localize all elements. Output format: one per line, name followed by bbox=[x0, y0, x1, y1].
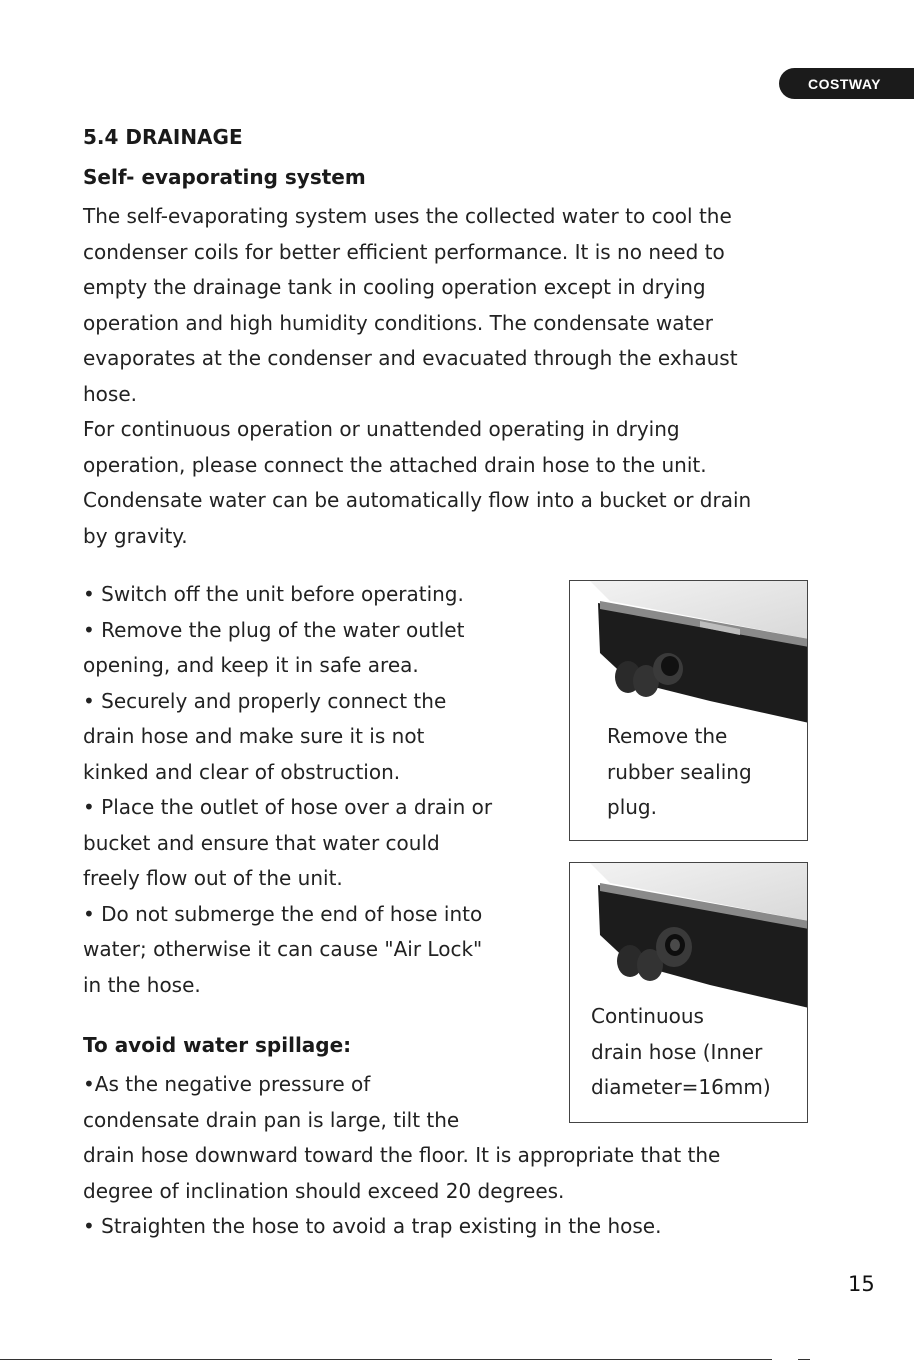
figure2-caption bbox=[591, 999, 771, 1106]
spill-line: •As the negative pressure of bbox=[83, 1072, 371, 1096]
caption-line: Remove the bbox=[607, 724, 728, 748]
footer-rule bbox=[0, 1359, 772, 1360]
caption-line: plug. bbox=[607, 795, 657, 819]
spill-line: condensate drain pan is large, tilt the bbox=[83, 1107, 460, 1132]
step-line: water; otherwise it can cause "Air Lock" bbox=[83, 937, 483, 961]
intro-line: by gravity. bbox=[83, 523, 188, 548]
intro-paragraph bbox=[83, 199, 751, 554]
intro-line: Condensate water can be automatically flow into a bucket or drain bbox=[83, 488, 752, 512]
spill-text-wide bbox=[83, 1138, 720, 1245]
steps-list bbox=[83, 577, 492, 1003]
step-line: • Switch off the unit before operating. bbox=[83, 582, 464, 606]
intro-line: For continuous operation or unattended operating in drying bbox=[83, 417, 680, 441]
intro-line: operation and high humidity conditions. The condensate water bbox=[83, 310, 713, 335]
figure-drain-hose bbox=[569, 862, 808, 1123]
step-line: opening, and keep it in safe area. bbox=[83, 653, 419, 677]
step-line: drain hose and make sure it is not bbox=[83, 724, 425, 748]
intro-line: operation, please connect the attached drain hose to the unit. bbox=[83, 452, 707, 477]
intro-line: evaporates at the condenser and evacuated through the exhaust bbox=[83, 346, 738, 370]
step-line: bucket and ensure that water could bbox=[83, 830, 440, 855]
caption-line: Continuous bbox=[591, 1004, 704, 1028]
spill-line: degree of inclination should exceed 20 degrees. bbox=[83, 1178, 565, 1203]
step-line: in the hose. bbox=[83, 972, 201, 997]
subtitle: Self- evaporating system bbox=[83, 165, 366, 189]
brand-logo: COSTWAY bbox=[779, 68, 914, 99]
intro-line: empty the drainage tank in cooling operation except in drying bbox=[83, 275, 706, 299]
intro-line: The self-evaporating system uses the collected water to cool the bbox=[83, 204, 732, 228]
intro-line: hose. bbox=[83, 381, 137, 406]
section-title: 5.4 DRAINAGE bbox=[83, 125, 243, 149]
spill-line: drain hose downward toward the floor. It is appropriate that the bbox=[83, 1143, 721, 1167]
page-number: 15 bbox=[848, 1272, 875, 1296]
caption-line: rubber sealing bbox=[607, 759, 752, 784]
figure1-caption bbox=[607, 719, 752, 826]
footer-rule-short bbox=[798, 1359, 810, 1360]
step-line: • Remove the plug of the water outlet bbox=[83, 617, 465, 642]
step-line: freely flow out of the unit. bbox=[83, 866, 343, 890]
spill-heading: To avoid water spillage: bbox=[83, 1033, 352, 1057]
intro-line: condenser coils for better efficient performance. It is no need to bbox=[83, 239, 725, 264]
caption-line: drain hose (Inner bbox=[591, 1039, 763, 1064]
caption-line: diameter=16mm) bbox=[591, 1075, 771, 1099]
step-line: • Place the outlet of hose over a drain or bbox=[83, 795, 493, 819]
step-line: kinked and clear of obstruction. bbox=[83, 759, 401, 784]
figure-remove-plug bbox=[569, 580, 808, 841]
step-line: • Securely and properly connect the bbox=[83, 688, 447, 713]
step-line: • Do not submerge the end of hose into bbox=[83, 901, 483, 926]
spill-text-narrow bbox=[83, 1067, 459, 1138]
spill-line: • Straighten the hose to avoid a trap existing in the hose. bbox=[83, 1214, 662, 1238]
